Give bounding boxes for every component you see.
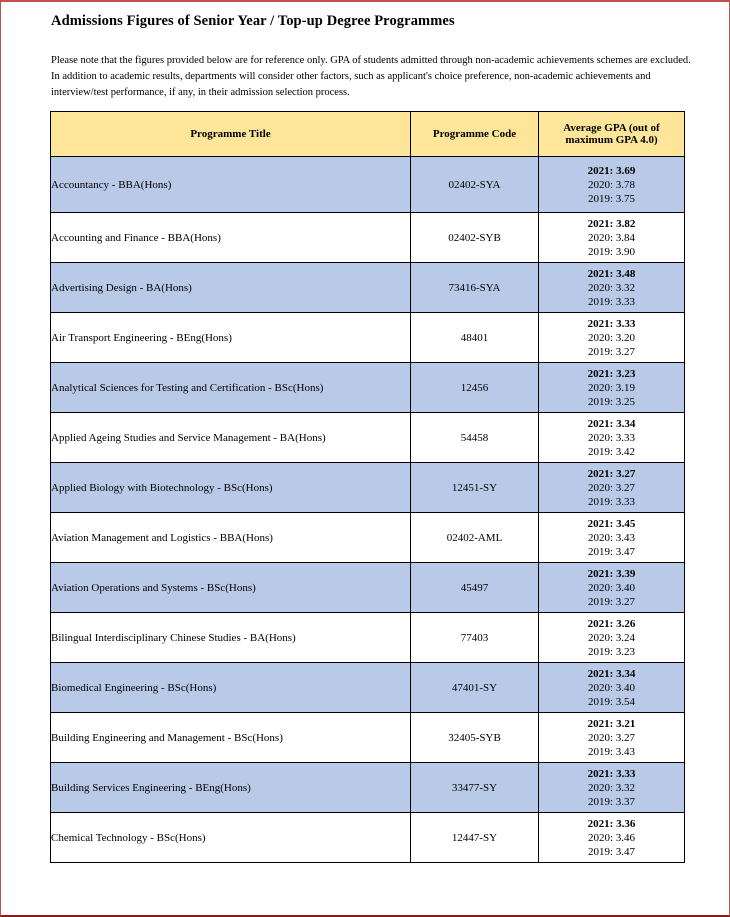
programme-title-cell: Building Engineering and Management - BSc(Hons) xyxy=(51,713,411,763)
gpa-2020: 2020: 3.24 xyxy=(587,631,636,644)
gpa-2021: 2021: 3.26 xyxy=(587,617,636,630)
table-row xyxy=(51,213,685,263)
gpa-2020: 2020: 3.40 xyxy=(587,681,636,694)
table-row xyxy=(51,157,685,213)
average-gpa-cell xyxy=(539,413,685,463)
table-row xyxy=(51,663,685,713)
gpa-2021: 2021: 3.69 xyxy=(587,164,636,177)
average-gpa-cell xyxy=(539,663,685,713)
gpa-2021: 2021: 3.48 xyxy=(587,267,636,280)
average-gpa-cell xyxy=(539,463,685,513)
programme-title-cell: Bilingual Interdisciplinary Chinese Studies - BA(Hons) xyxy=(51,613,411,663)
table-body xyxy=(51,157,685,863)
programme-code-cell: 02402-SYB xyxy=(411,213,539,263)
gpa-2019: 2019: 3.43 xyxy=(587,745,636,758)
programme-title-cell: Accounting and Finance - BBA(Hons) xyxy=(51,213,411,263)
gpa-2019: 2019: 3.47 xyxy=(587,845,636,858)
gpa-2020: 2020: 3.20 xyxy=(587,331,636,344)
gpa-2021: 2021: 3.34 xyxy=(587,417,636,430)
gpa-2020: 2020: 3.78 xyxy=(587,178,636,191)
gpa-2021: 2021: 3.27 xyxy=(587,467,636,480)
table-row xyxy=(51,313,685,363)
average-gpa-cell xyxy=(539,563,685,613)
gpa-2019: 2019: 3.33 xyxy=(587,295,636,308)
programme-title-cell: Chemical Technology - BSc(Hons) xyxy=(51,813,411,863)
gpa-2020: 2020: 3.32 xyxy=(587,781,636,794)
table-row xyxy=(51,813,685,863)
programme-title-cell: Accountancy - BBA(Hons) xyxy=(51,157,411,213)
programme-code-cell: 12451-SY xyxy=(411,463,539,513)
programme-code-cell: 33477-SY xyxy=(411,763,539,813)
gpa-2020: 2020: 3.32 xyxy=(587,281,636,294)
table-row xyxy=(51,763,685,813)
gpa-2021: 2021: 3.45 xyxy=(587,517,636,530)
average-gpa-cell xyxy=(539,613,685,663)
programme-code-cell: 73416-SYA xyxy=(411,263,539,313)
programme-title-cell: Advertising Design - BA(Hons) xyxy=(51,263,411,313)
average-gpa-cell xyxy=(539,313,685,363)
gpa-2019: 2019: 3.54 xyxy=(587,695,636,708)
header-programme-title: Programme Title xyxy=(51,112,411,157)
programme-code-cell: 32405-SYB xyxy=(411,713,539,763)
programme-title-cell: Air Transport Engineering - BEng(Hons) xyxy=(51,313,411,363)
average-gpa-cell xyxy=(539,513,685,563)
gpa-2020: 2020: 3.27 xyxy=(587,731,636,744)
programme-code-cell: 02402-SYA xyxy=(411,157,539,213)
table-header-row xyxy=(51,112,685,157)
programme-title-cell: Biomedical Engineering - BSc(Hons) xyxy=(51,663,411,713)
admissions-table xyxy=(50,111,685,863)
programme-title-cell: Applied Biology with Biotechnology - BSc(Hons) xyxy=(51,463,411,513)
programme-title-cell: Analytical Sciences for Testing and Certification - BSc(Hons) xyxy=(51,363,411,413)
gpa-2021: 2021: 3.23 xyxy=(587,367,636,380)
gpa-2019: 2019: 3.27 xyxy=(587,595,636,608)
programme-code-cell: 48401 xyxy=(411,313,539,363)
gpa-2020: 2020: 3.46 xyxy=(587,831,636,844)
programme-code-cell: 54458 xyxy=(411,413,539,463)
average-gpa-cell xyxy=(539,263,685,313)
gpa-2019: 2019: 3.23 xyxy=(587,645,636,658)
gpa-2019: 2019: 3.33 xyxy=(587,495,636,508)
gpa-2021: 2021: 3.33 xyxy=(587,767,636,780)
table-row xyxy=(51,363,685,413)
table-row xyxy=(51,713,685,763)
gpa-2019: 2019: 3.42 xyxy=(587,445,636,458)
gpa-2020: 2020: 3.43 xyxy=(587,531,636,544)
reference-note: Please note that the figures provided below are for reference only. GPA of students admitted through non-academic achievements schemes are excluded. In addition to academic results, departments will consider other factors, such as applicant's choice preference, non-academic achievements and interview/test performance, if any, in their admission selection process. xyxy=(51,55,691,98)
average-gpa-cell xyxy=(539,213,685,263)
table-row xyxy=(51,563,685,613)
gpa-2021: 2021: 3.39 xyxy=(587,567,636,580)
average-gpa-cell xyxy=(539,763,685,813)
average-gpa-cell xyxy=(539,157,685,213)
programme-code-cell: 77403 xyxy=(411,613,539,663)
gpa-2020: 2020: 3.27 xyxy=(587,481,636,494)
table-row xyxy=(51,263,685,313)
table-row xyxy=(51,413,685,463)
average-gpa-cell xyxy=(539,363,685,413)
table-row xyxy=(51,613,685,663)
header-programme-code: Programme Code xyxy=(411,112,539,157)
programme-title-cell: Building Services Engineering - BEng(Hons) xyxy=(51,763,411,813)
gpa-2020: 2020: 3.19 xyxy=(587,381,636,394)
programme-code-cell: 12447-SY xyxy=(411,813,539,863)
table-row xyxy=(51,513,685,563)
page-title: Admissions Figures of Senior Year / Top-up Degree Programmes xyxy=(51,13,455,29)
gpa-2019: 2019: 3.27 xyxy=(587,345,636,358)
average-gpa-cell xyxy=(539,813,685,863)
programme-title-cell: Applied Ageing Studies and Service Management - BA(Hons) xyxy=(51,413,411,463)
gpa-2019: 2019: 3.75 xyxy=(587,192,636,205)
gpa-2019: 2019: 3.25 xyxy=(587,395,636,408)
programme-title-cell: Aviation Management and Logistics - BBA(Hons) xyxy=(51,513,411,563)
gpa-2021: 2021: 3.36 xyxy=(587,817,636,830)
table-row xyxy=(51,463,685,513)
gpa-2021: 2021: 3.21 xyxy=(587,717,636,730)
programme-code-cell: 12456 xyxy=(411,363,539,413)
average-gpa-cell xyxy=(539,713,685,763)
gpa-2021: 2021: 3.34 xyxy=(587,667,636,680)
gpa-2020: 2020: 3.84 xyxy=(587,231,636,244)
gpa-2021: 2021: 3.82 xyxy=(587,217,636,230)
programme-code-cell: 45497 xyxy=(411,563,539,613)
programme-title-cell: Aviation Operations and Systems - BSc(Hons) xyxy=(51,563,411,613)
gpa-2020: 2020: 3.40 xyxy=(587,581,636,594)
gpa-2019: 2019: 3.37 xyxy=(587,795,636,808)
gpa-2021: 2021: 3.33 xyxy=(587,317,636,330)
programme-code-cell: 47401-SY xyxy=(411,663,539,713)
programme-code-cell: 02402-AML xyxy=(411,513,539,563)
gpa-2019: 2019: 3.90 xyxy=(587,245,636,258)
gpa-2019: 2019: 3.47 xyxy=(587,545,636,558)
gpa-2020: 2020: 3.33 xyxy=(587,431,636,444)
header-average-gpa: Average GPA (out of maximum GPA 4.0) xyxy=(539,112,685,157)
